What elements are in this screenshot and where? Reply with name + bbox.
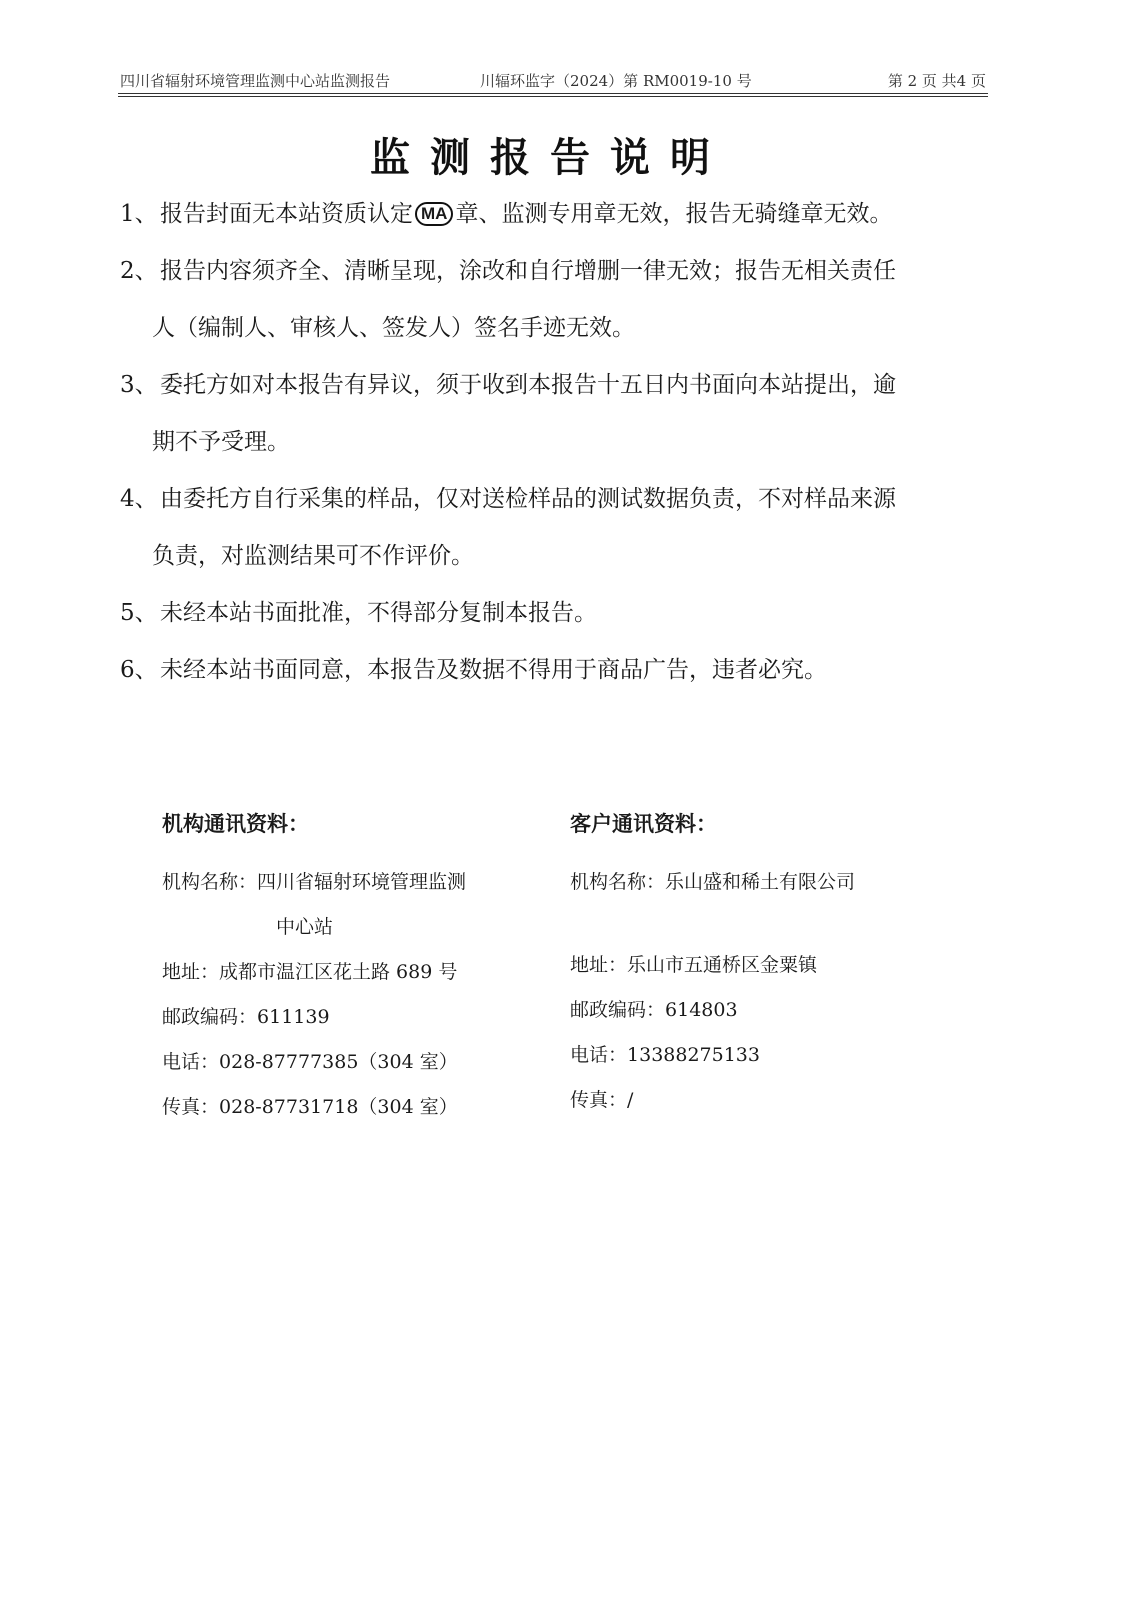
client-postcode-value: 614803 (665, 999, 738, 1021)
note-text: 委托方如对本报告有异议，须于收到本报告十五日内书面向本站提出，逾 (160, 372, 896, 398)
note-number: 6、 (120, 657, 158, 683)
org-postcode-row (162, 995, 552, 1040)
note-text-continued: 负责，对监测结果可不作评价。 (152, 543, 474, 569)
org-fax-label: 传真： (162, 1096, 220, 1118)
client-address-value: 乐山市五通桥区金粟镇 (627, 954, 818, 976)
org-phone-value: 028-87777385（304 室） (219, 1051, 458, 1073)
note-number: 4、 (120, 486, 158, 512)
org-phone-row (162, 1040, 552, 1085)
note-item-2 (120, 243, 1000, 357)
org-address-label: 地址： (162, 961, 220, 983)
cma-mark-icon: MA (415, 202, 453, 226)
note-item-6 (120, 642, 1000, 699)
note-number: 5、 (120, 600, 158, 626)
note-item-5 (120, 585, 1000, 642)
page-header (118, 66, 988, 94)
client-spacer (570, 905, 970, 943)
note-text: 未经本站书面批准，不得部分复制本报告。 (160, 600, 597, 626)
client-name-row (570, 860, 970, 905)
note-item-1 (120, 186, 1000, 243)
client-contact-heading: 客户通讯资料： (570, 811, 717, 836)
client-name-value: 乐山盛和稀土有限公司 (665, 871, 856, 893)
note-text: 未经本站书面同意，本报告及数据不得用于商品广告，违者必究。 (160, 657, 827, 683)
page-title: 监测报告说明 (370, 134, 730, 181)
client-address-label: 地址： (570, 954, 628, 976)
client-fax-row (570, 1078, 970, 1123)
org-contact-block (162, 808, 552, 1130)
client-contact-block (570, 808, 970, 1123)
org-fax-row (162, 1085, 552, 1130)
org-phone-label: 电话： (162, 1051, 220, 1073)
org-postcode-label: 邮政编码： (162, 1006, 258, 1028)
header-rule-thin (118, 96, 988, 97)
client-postcode-label: 邮政编码： (570, 999, 666, 1021)
org-address-value: 成都市温江区花土路 689 号 (219, 961, 458, 983)
org-name-value-continued: 中心站 (276, 916, 334, 938)
header-org: 四川省辐射环境管理监测中心站监测报告 (120, 72, 391, 90)
note-text-continued: 人（编制人、审核人、签发人）签名手迹无效。 (152, 315, 635, 341)
note-text: 报告内容须齐全、清晰呈现，涂改和自行增删一律无效；报告无相关责任 (160, 258, 896, 284)
note-text: 报告封面无本站资质认定 (160, 201, 413, 227)
org-name-row-continued (162, 905, 552, 950)
org-postcode-value: 611139 (257, 1006, 330, 1028)
notes-list (120, 186, 1000, 699)
client-fax-label: 传真： (570, 1089, 628, 1111)
note-number: 1、 (120, 201, 158, 227)
org-contact-heading: 机构通讯资料： (162, 811, 309, 836)
note-text: 由委托方自行采集的样品，仅对送检样品的测试数据负责，不对样品来源 (160, 486, 896, 512)
org-fax-value: 028-87731718（304 室） (219, 1096, 458, 1118)
client-phone-row (570, 1033, 970, 1078)
org-name-row (162, 860, 552, 905)
client-phone-label: 电话： (570, 1044, 628, 1066)
client-postcode-row (570, 988, 970, 1033)
note-number: 3、 (120, 372, 158, 398)
header-rule (118, 93, 988, 94)
client-name-label: 机构名称： (570, 871, 666, 893)
note-text-continued: 期不予受理。 (152, 429, 290, 455)
note-number: 2、 (120, 258, 158, 284)
org-name-value: 四川省辐射环境管理监测 (257, 871, 467, 893)
client-phone-value: 13388275133 (627, 1044, 760, 1066)
org-name-label: 机构名称： (162, 871, 258, 893)
note-item-3 (120, 357, 1000, 471)
header-page-number: 第 2 页 共4 页 (887, 72, 986, 90)
client-fax-value: / (627, 1089, 634, 1111)
client-address-row (570, 943, 970, 988)
note-item-4 (120, 471, 1000, 585)
org-address-row (162, 950, 552, 995)
header-report-number: 川辐环监字（2024）第 RM0019-10 号 (480, 72, 752, 90)
note-text: 章、监测专用章无效，报告无骑缝章无效。 (455, 201, 893, 227)
